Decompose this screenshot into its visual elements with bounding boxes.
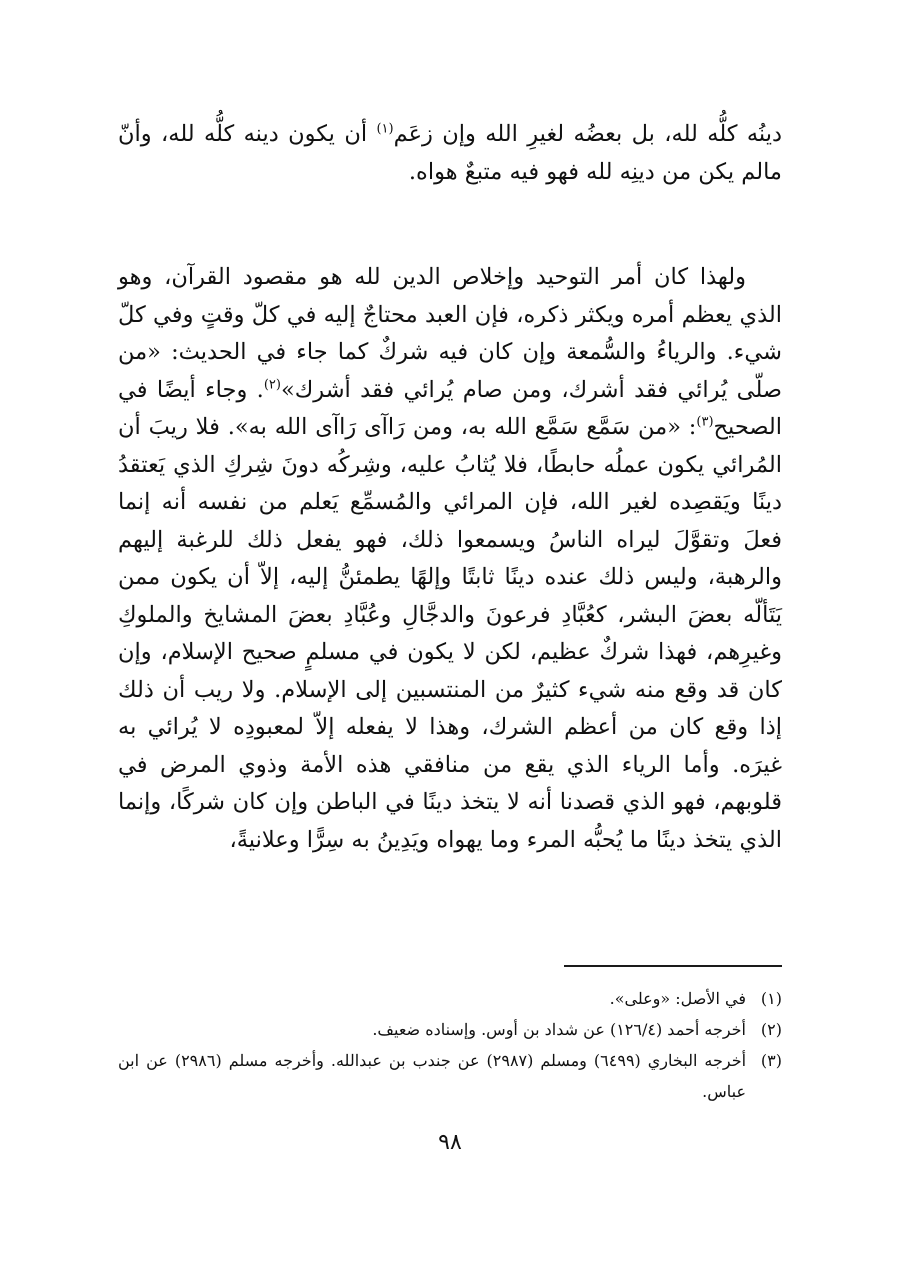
footnote-text: في الأصل: «وعلى». xyxy=(609,989,746,1008)
footnote-text: أخرجه البخاري (٦٤٩٩) ومسلم (٢٩٨٧) عن جندب بن عبدالله. وأخرجه مسلم (٢٩٨٦) عن ابن عباس. xyxy=(118,1051,747,1101)
paragraph-1-part-1: دينُه كلُّه لله، بل بعضُه لغيرِ الله وإن زعَم xyxy=(393,121,782,147)
footnote-1 xyxy=(118,983,782,1014)
footnote-2 xyxy=(118,1014,782,1045)
paragraph-2-part-3: : «من سَمَّع سَمَّع الله به، ومن رَاآى رَاآى الله به». فلا ريبَ أن المُرائي يكون عملُه حابطًا، فلا يُثابُ عليه، وشِركُه دونَ شِركِ الذي يَعتقدُ دينًا ويَقصِده لغير الله، فإن المرائي والمُسمِّع يَعلم من نفسه أنه إنما فعلَ وتقوَّلَ ليراه الناسُ ويسمعوا ذلك، فهو يفعل ذلك للرغبة إليهم والرهبة، وليس ذلك عنده دينًا ثابتًا وإلهًا يطمئنُّ إليه، إلاّ أن يكون ممن يَتَألّه بعضَ البشر، كعُبَّادِ فرعونَ والدجَّالِ وعُبَّادِ بعضَ المشايخ والملوكِ وغيرِهم، فهذا شركٌ عظيم، لكن لا يكون في مسلمٍ صحيح الإسلام، وإن كان قد وقع منه شيء كثيرٌ من المنتسبين إلى الإسلام. ولا ريب أن ذلك إذا وقع كان من أعظم الشرك، وهذا لا يفعله إلاّ لمعبودِه لا يُرائي به غيرَه. وأما الرياء الذي يقع من منافقي هذه الأمة وذوي المرض في قلوبهم، فهو الذي قصدنا أنه لا يتخذ دينًا في الباطن وإن كان شركًا، وإنما الذي يتخذ دينًا ما يُحبُّه المرء وما يهواه ويَدِينُ به سِرًّا وعلانيةً، xyxy=(118,414,782,853)
footnote-text: أخرجه أحمد (١٢٦/٤) عن شداد بن أوس. وإسناده ضعيف. xyxy=(372,1020,746,1039)
footnote-ref-1[interactable]: (١) xyxy=(376,121,394,137)
footnote-3 xyxy=(118,1045,782,1107)
paragraph-2-part-1: ولهذا كان أمر التوحيد وإخلاص الدين لله هو مقصود القرآن، وهو الذي يعظم أمره ويكثر ذكره، فإن العبد محتاجٌ إليه في كلّ وقتٍ وفي كلّ شيء. والرياءُ والسُّمعة وإن كان فيه شركٌ كما جاء في الحديث: «من صلّى يُرائي فقد أشرك، ومن صام يُرائي فقد أشرك» xyxy=(118,264,782,403)
paragraph-1-part-2: أن يكون دينه كلُّه لله، وأنّ مالم يكن من دينِه لله فهو فيه متبعٌ هواه. xyxy=(118,121,782,185)
footnote-number: (٣) xyxy=(760,1051,782,1070)
paragraph-main xyxy=(118,259,782,859)
book-page xyxy=(118,0,782,1271)
footnotes xyxy=(118,983,782,1107)
paragraph-2-part-2: . وجاء أيضًا في الصحيح xyxy=(118,376,782,440)
footnote-ref-2[interactable]: (٢) xyxy=(263,377,281,392)
page-number: ٩٨ xyxy=(438,1130,462,1155)
footnote-number: (٢) xyxy=(760,1020,782,1039)
footnote-separator xyxy=(564,965,782,967)
footnote-number: (١) xyxy=(760,989,782,1008)
footnote-ref-3[interactable]: (٣) xyxy=(696,414,714,430)
paragraph-continuation xyxy=(118,116,782,191)
